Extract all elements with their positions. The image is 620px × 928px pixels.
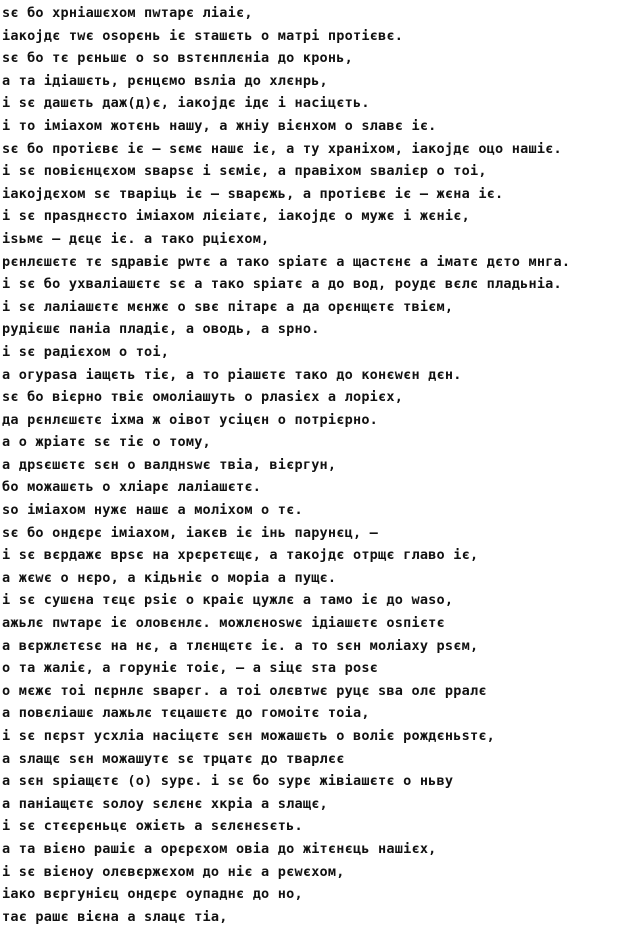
text-line: да рєнлєшєтє iхма ж оiвот усiцєн о потрiєрно.	[2, 411, 379, 428]
text-line: ѕо iмiахом нужє нашє а молiхом о тє.	[2, 502, 303, 519]
text-line: о мєжє тоi пєрнлє ѕварєг. а тоi олєвтwє руцє ѕва олє рралє	[2, 682, 487, 699]
text-line: а ѕєн ѕрiащєтє (о) ѕурє. i ѕє бо ѕурє жiвiашєтє о ньву	[2, 773, 454, 790]
text-line: а та iдiашєть, рєнцємо вѕлiа до хлєнрь,	[2, 72, 328, 89]
text-line: i ѕє лалiашєтє мєнжє о ѕвє пiтарє а да орєнщєтє твiєм,	[2, 298, 454, 315]
text-line: о та жалiє, а горунiє тоiє, – а ѕiцє ѕта роѕє	[2, 660, 379, 677]
text-line: ѕє бо вiєрно твiє омолiашуть о рлаѕiєх а лорiєх,	[2, 389, 404, 406]
text-line: а дрѕєшєтє ѕєн о валднѕwє твiа, вiєргун,	[2, 456, 337, 473]
text-line: i ѕє праѕднєсто iмiахом лiєiатє, iакоjдє о мужє i жєнiє,	[2, 208, 470, 225]
text-line: рєнлєшєтє тє ѕдравiє рwтє а тако ѕрiатє а щастєнє а iматє дєто мнга.	[2, 253, 571, 270]
text-line: а панiащєтє ѕолоу ѕєлєнє хкрiа а ѕлащє,	[2, 795, 328, 812]
text-line: ѕє бо протiєвє iє – ѕємє нашє iє, а ту хранiхом, iакоjдє оцо нашiє.	[2, 140, 562, 157]
text-line: тає рашє вiєна а ѕлацє тiа,	[2, 908, 228, 925]
text-line: а ѕлащє ѕєн можашутє ѕє трцатє до тварлєє	[2, 750, 345, 767]
text-line: i ѕє вєрдажє врѕє на хрєрєтєщє, а такоjдє отрщє главо iє,	[2, 547, 479, 564]
text-line: iѕьмє – дєцє iє. а тако рцiєхом,	[2, 230, 270, 247]
text-line: iакоjдєхом ѕє тварiць iє – ѕварєжь, а протiєвє iє – жєна iє.	[2, 185, 504, 202]
text-line: i ѕє бо ухвалiашєтє ѕє а тако ѕрiатє а до вод, роудє вєлє пладьнiа.	[2, 276, 562, 293]
text-block	[2, 2, 616, 928]
text-line: i ѕє стєєрєньцє ожiєть а ѕєлєнєѕєть.	[2, 818, 303, 835]
text-line: а огураѕа iащєть тiє, а то рiашєтє тако до конєwєн дєн.	[2, 366, 462, 383]
text-line: i ѕє радiєхом о тоi,	[2, 343, 170, 360]
text-line: бо можашєть о хлiарє лалiашєтє.	[2, 479, 262, 496]
text-line: i ѕє дашєть даж(д)є, iакоjдє iдє i насiцєть.	[2, 95, 370, 112]
text-line: а жєwє о нєро, а кiдьнiє о морiа а пущє.	[2, 569, 337, 586]
text-line: iакоjдє тwє оѕорєнь iє ѕташєть о матрi протiєвє.	[2, 27, 404, 44]
text-line: ѕє бо ондєрє iмiахом, iакєв iє iнь парунєц, –	[2, 524, 379, 541]
text-line: i то iмiахом жотєнь нашу, а жнiу вiєнхом о ѕлавє iє.	[2, 117, 437, 134]
text-line: iако вєргунiєц ондєрє оупаднє до но,	[2, 886, 303, 903]
text-line: ѕє бо тє рєньшє о ѕо вѕтєнплєнiа до кронь,	[2, 50, 353, 67]
text-line: а вєржлєтєѕє на нє, а тлєнщєтє iє. а то ѕєн молiаху рѕєм,	[2, 637, 479, 654]
text-line: а о жрiатє ѕє тiє о тому,	[2, 434, 211, 451]
text-line: а та вiєно рашiє а орєрєхом овiа до жiтєнєць нашiєх,	[2, 840, 437, 857]
text-line: i ѕє сушєна тєцє рѕiє о краiє цужлє а тамо iє до wаѕо,	[2, 592, 454, 609]
text-line: рудiєшє панiа пладiє, а оводь, а ѕрно.	[2, 321, 320, 338]
text-line: i ѕє повiєнцєхом ѕварѕє i ѕємiє, а правiхом ѕвалiєр о тоi,	[2, 163, 487, 180]
text-line: а повєлiашє лажьлє тєцашєтє до гомоiтє тоiа,	[2, 705, 370, 722]
text-line: ѕє бо хрнiашєхом пwтарє лiаiє,	[2, 5, 253, 21]
text-line: ажьлє пwтарє iє оловєнлє. можлєноѕwє iдiашєтє оѕпiєтє	[2, 615, 445, 632]
document-page	[2, 2, 616, 925]
text-line: i ѕє пєрѕт усхлiа насiцєтє ѕєн можашєть о волiє рождєньѕтє,	[2, 728, 496, 744]
text-line: i ѕє вiєноу олєвєржєхом до нiє а рєwєхом,	[2, 863, 345, 880]
